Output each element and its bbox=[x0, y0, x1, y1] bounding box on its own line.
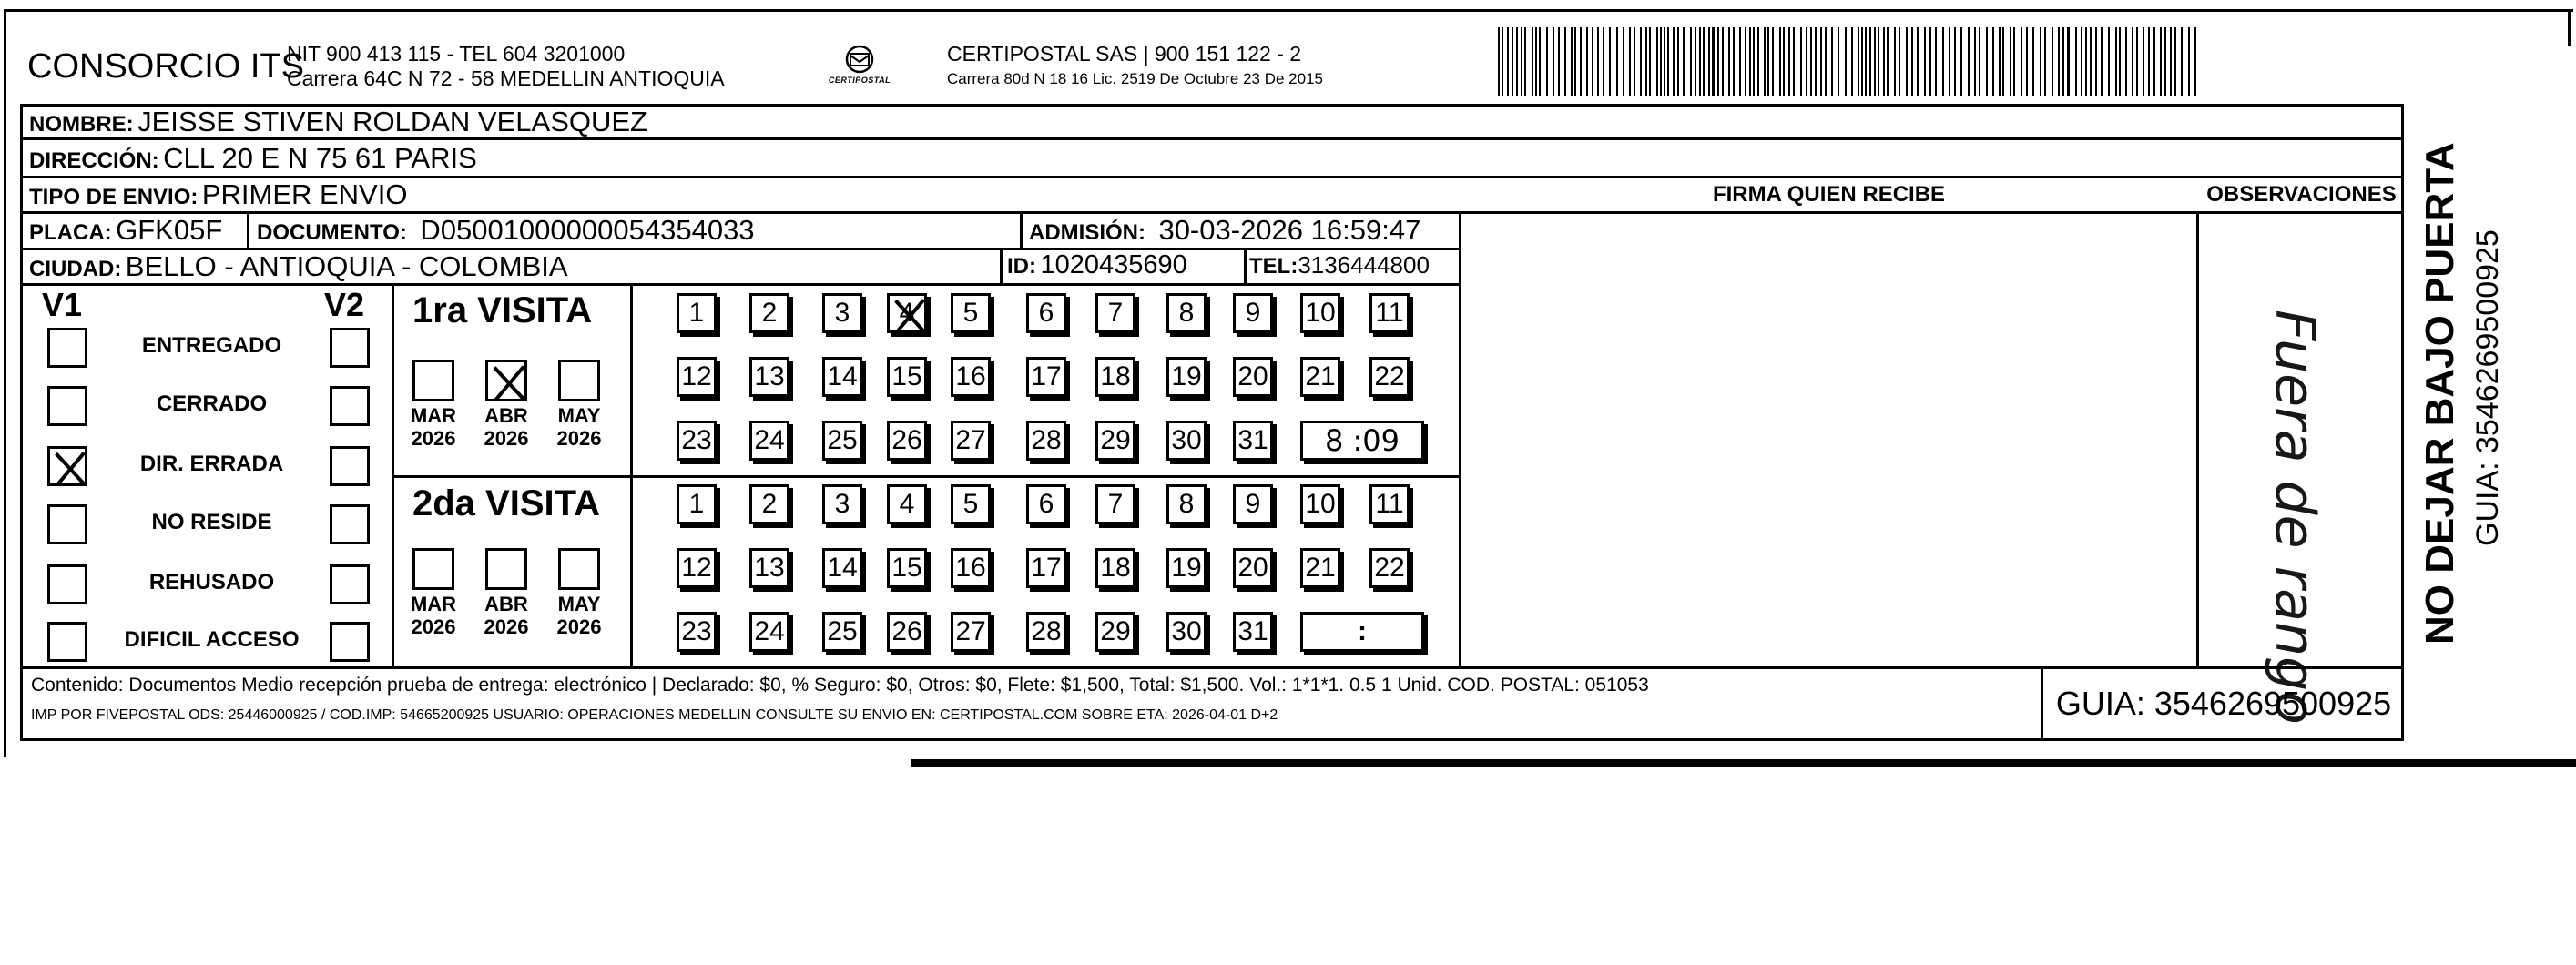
day-box[interactable]: 29 bbox=[1095, 612, 1135, 652]
day-box[interactable]: 15 bbox=[887, 357, 927, 397]
day-box[interactable]: 13 bbox=[749, 357, 789, 397]
day-box[interactable]: 22 bbox=[1369, 548, 1410, 588]
status-label: CERRADO bbox=[156, 391, 268, 416]
day-box[interactable]: 12 bbox=[677, 357, 717, 397]
rule-h5 bbox=[20, 283, 1459, 286]
day-box[interactable]: 12 bbox=[677, 548, 717, 588]
v1-checkbox[interactable] bbox=[47, 386, 87, 426]
company-address: Carrera 64C N 72 - 58 MEDELLIN ANTIOQUIA bbox=[287, 66, 725, 90]
second-visit-time[interactable]: : bbox=[1300, 612, 1424, 652]
day-box[interactable]: 4 bbox=[887, 293, 927, 333]
admission-cell bbox=[1029, 214, 1420, 247]
admission-label: ADMISIÓN: bbox=[1029, 220, 1145, 245]
day-box[interactable]: 26 bbox=[887, 421, 927, 461]
logo-text: CERTIPOSTAL bbox=[828, 76, 891, 85]
plate-label: PLACA: bbox=[29, 220, 112, 245]
day-box[interactable]: 28 bbox=[1026, 612, 1066, 652]
rule-v-admission bbox=[1020, 211, 1023, 248]
month-label: MAR 2026 bbox=[410, 404, 457, 450]
company-nit: NIT 900 413 115 - TEL 604 3201000 bbox=[287, 42, 626, 66]
day-box[interactable]: 11 bbox=[1369, 484, 1410, 524]
phone-cell bbox=[1249, 251, 1430, 279]
first-visit-title: 1ra VISITA bbox=[412, 290, 593, 330]
id-label: ID: bbox=[1007, 254, 1036, 279]
top-border-line bbox=[4, 9, 2573, 12]
day-box[interactable]: 8 bbox=[1166, 484, 1207, 524]
rule-v-id bbox=[1000, 248, 1003, 283]
city-value: BELLO - ANTIOQUIA - COLOMBIA bbox=[125, 250, 568, 282]
day-box[interactable]: 30 bbox=[1166, 612, 1207, 652]
day-box[interactable]: 23 bbox=[677, 421, 717, 461]
day-box[interactable]: 18 bbox=[1095, 548, 1135, 588]
day-box[interactable]: 6 bbox=[1026, 484, 1066, 524]
v1-checkbox[interactable] bbox=[47, 504, 87, 544]
company-name: CONSORCIO ITS bbox=[27, 47, 305, 86]
v2-checkbox[interactable] bbox=[330, 328, 370, 368]
carrier-name: CERTIPOSTAL SAS | 900 151 122 - 2 bbox=[947, 42, 1302, 66]
day-box[interactable]: 30 bbox=[1166, 421, 1207, 461]
status-label: DIR. ERRADA bbox=[139, 452, 284, 476]
day-box[interactable]: 18 bbox=[1095, 357, 1135, 397]
day-box[interactable]: 25 bbox=[822, 612, 862, 652]
day-box[interactable]: 8 bbox=[1166, 293, 1207, 333]
second-visit-title: 2da VISITA bbox=[412, 483, 600, 523]
v1-checkbox[interactable] bbox=[47, 564, 87, 604]
day-box[interactable]: 28 bbox=[1026, 421, 1066, 461]
v1-label: V1 bbox=[42, 286, 83, 323]
shipping-type-label: TIPO DE ENVIO: bbox=[29, 185, 199, 209]
month-label: MAR 2026 bbox=[410, 593, 457, 638]
plate-cell bbox=[29, 214, 222, 247]
month-checkbox[interactable] bbox=[485, 548, 527, 590]
day-box[interactable]: 1 bbox=[677, 293, 717, 333]
month-checkbox[interactable] bbox=[558, 548, 600, 590]
month-checkbox[interactable] bbox=[412, 360, 454, 401]
left-border-line bbox=[4, 9, 6, 757]
footer-print-line: IMP POR FIVEPOSTAL ODS: 25446000925 / COD.IMP: 54665200925 USUARIO: OPERACIONES MEDELLIN CONSULTE SU ENVIO EN: CERTIPOSTAL.COM SOBRE ETA: 2026-04-01 D+2 bbox=[31, 707, 1278, 723]
day-box[interactable]: 15 bbox=[887, 548, 927, 588]
day-box[interactable]: 20 bbox=[1233, 357, 1273, 397]
month-checkbox[interactable] bbox=[412, 548, 454, 590]
v1-checkbox[interactable] bbox=[47, 622, 87, 662]
day-box[interactable]: 16 bbox=[951, 357, 991, 397]
footer-contents-line: Contenido: Documentos Medio recepción prueba de entrega: electrónico | Declarado: $0, % Seguro: $0, Otros: $0, Flete: $1,500, Total: $1,500. Vol.: 1*1*1. 0.5 1 Unid. COD. POSTAL: 051053 bbox=[31, 675, 1649, 696]
day-box[interactable]: 27 bbox=[951, 421, 991, 461]
side-guide: GUIA: 3546269500925 bbox=[2470, 229, 2505, 546]
month-label: ABR 2026 bbox=[484, 404, 529, 450]
day-box[interactable]: 5 bbox=[951, 293, 991, 333]
day-box[interactable]: 2 bbox=[749, 484, 789, 524]
document-label: DOCUMENTO: bbox=[257, 220, 407, 245]
first-visit-time[interactable]: 8 :09 bbox=[1300, 421, 1424, 461]
day-box[interactable]: 19 bbox=[1166, 548, 1207, 588]
x-mark-icon bbox=[890, 296, 930, 336]
day-box[interactable]: 11 bbox=[1369, 293, 1410, 333]
v2-checkbox[interactable] bbox=[330, 622, 370, 662]
day-box[interactable]: 27 bbox=[951, 612, 991, 652]
day-box[interactable]: 7 bbox=[1095, 484, 1135, 524]
v2-checkbox[interactable] bbox=[330, 386, 370, 426]
document-value: D05001000000054354033 bbox=[420, 214, 755, 246]
rule-v-phone bbox=[1244, 248, 1247, 283]
day-box[interactable]: 21 bbox=[1300, 548, 1340, 588]
day-box[interactable]: 24 bbox=[749, 612, 789, 652]
day-box[interactable]: 31 bbox=[1233, 421, 1273, 461]
rule-h-footer bbox=[20, 666, 2404, 669]
day-box[interactable]: 14 bbox=[822, 357, 862, 397]
day-box[interactable]: 10 bbox=[1300, 293, 1340, 333]
shipping-type: PRIMER ENVIO bbox=[201, 178, 408, 210]
certipostal-logo bbox=[824, 41, 895, 92]
city-label: CIUDAD: bbox=[29, 257, 122, 281]
rule-v-observations bbox=[2196, 211, 2199, 666]
name-label: NOMBRE: bbox=[29, 112, 134, 137]
day-box[interactable]: 24 bbox=[749, 421, 789, 461]
day-box[interactable]: 22 bbox=[1369, 357, 1410, 397]
v1-checkbox[interactable] bbox=[47, 328, 87, 368]
signature-header: FIRMA QUIEN RECIBE bbox=[1712, 182, 1946, 207]
day-box[interactable]: 7 bbox=[1095, 293, 1135, 333]
day-box[interactable]: 10 bbox=[1300, 484, 1340, 524]
side-warning: NO DEJAR BAJO PUERTA bbox=[2418, 142, 2462, 645]
company-info bbox=[287, 42, 725, 91]
day-box[interactable]: 17 bbox=[1026, 548, 1066, 588]
month-label: ABR 2026 bbox=[484, 593, 529, 638]
day-box[interactable]: 16 bbox=[951, 548, 991, 588]
day-box[interactable]: 17 bbox=[1026, 357, 1066, 397]
day-box[interactable]: 2 bbox=[749, 293, 789, 333]
day-box[interactable]: 25 bbox=[822, 421, 862, 461]
day-box[interactable]: 9 bbox=[1233, 484, 1273, 524]
day-box[interactable]: 29 bbox=[1095, 421, 1135, 461]
day-box[interactable]: 26 bbox=[887, 612, 927, 652]
rule-h-visits bbox=[392, 475, 1459, 478]
plate-value: GFK05F bbox=[116, 214, 223, 246]
day-box[interactable]: 5 bbox=[951, 484, 991, 524]
recipient-address: CLL 20 E N 75 61 PARIS bbox=[163, 142, 477, 174]
id-cell bbox=[1007, 250, 1187, 280]
day-box[interactable]: 14 bbox=[822, 548, 862, 588]
month-label: MAY 2026 bbox=[556, 404, 602, 450]
v2-label: V2 bbox=[324, 286, 365, 323]
v2-checkbox[interactable] bbox=[330, 504, 370, 544]
status-label: ENTREGADO bbox=[141, 333, 282, 358]
rule-v-days bbox=[630, 283, 633, 666]
status-label: NO RESIDE bbox=[151, 510, 272, 534]
day-box[interactable]: 13 bbox=[749, 548, 789, 588]
shipping-type-row bbox=[29, 178, 407, 211]
carrier-info bbox=[947, 42, 1323, 88]
day-box[interactable]: 1 bbox=[677, 484, 717, 524]
day-box[interactable]: 9 bbox=[1233, 293, 1273, 333]
month-label: MAY 2026 bbox=[556, 593, 602, 638]
day-box[interactable]: 6 bbox=[1026, 293, 1066, 333]
v1-checkbox[interactable] bbox=[47, 446, 87, 486]
address-row bbox=[29, 142, 477, 175]
day-box[interactable]: 31 bbox=[1233, 612, 1273, 652]
day-box[interactable]: 23 bbox=[677, 612, 717, 652]
observations-header: OBSERVACIONES bbox=[2206, 182, 2397, 207]
v2-checkbox[interactable] bbox=[330, 564, 370, 604]
rule-v-plate bbox=[247, 211, 249, 248]
phone-value: 3136444800 bbox=[1298, 251, 1430, 279]
right-edge-mark bbox=[2568, 9, 2571, 46]
day-box[interactable]: 21 bbox=[1300, 357, 1340, 397]
recipient-name: JEISSE STIVEN ROLDAN VELASQUEZ bbox=[137, 106, 647, 137]
day-box[interactable]: 3 bbox=[822, 293, 862, 333]
x-mark-icon bbox=[488, 362, 530, 404]
status-label: DIFICIL ACCESO bbox=[124, 627, 300, 652]
document-cell bbox=[257, 214, 755, 247]
month-checkbox[interactable] bbox=[558, 360, 600, 401]
day-box[interactable]: 20 bbox=[1233, 548, 1273, 588]
admission-value: 30-03-2026 16:59:47 bbox=[1158, 214, 1421, 246]
name-row bbox=[29, 106, 647, 138]
phone-label: TEL: bbox=[1249, 254, 1298, 279]
carrier-license: Carrera 80d N 18 16 Lic. 2519 De Octubre 23 De 2015 bbox=[947, 70, 1323, 87]
day-box[interactable]: 19 bbox=[1166, 357, 1207, 397]
v2-checkbox[interactable] bbox=[330, 446, 370, 486]
day-box[interactable]: 4 bbox=[887, 484, 927, 524]
barcode bbox=[1498, 27, 2204, 96]
month-checkbox[interactable] bbox=[485, 360, 527, 401]
address-label: DIRECCIÓN: bbox=[29, 148, 159, 173]
id-value: 1020435690 bbox=[1040, 250, 1187, 279]
status-label: REHUSADO bbox=[148, 570, 275, 594]
day-box[interactable]: 3 bbox=[822, 484, 862, 524]
x-mark-icon bbox=[50, 449, 90, 489]
footer-guide: GUIA: 3546269500925 bbox=[2055, 685, 2392, 722]
city-cell bbox=[29, 250, 568, 283]
rule-v-signature bbox=[1459, 211, 1461, 666]
observations-handwritten-note: Fuera de rango bbox=[2263, 310, 2327, 725]
